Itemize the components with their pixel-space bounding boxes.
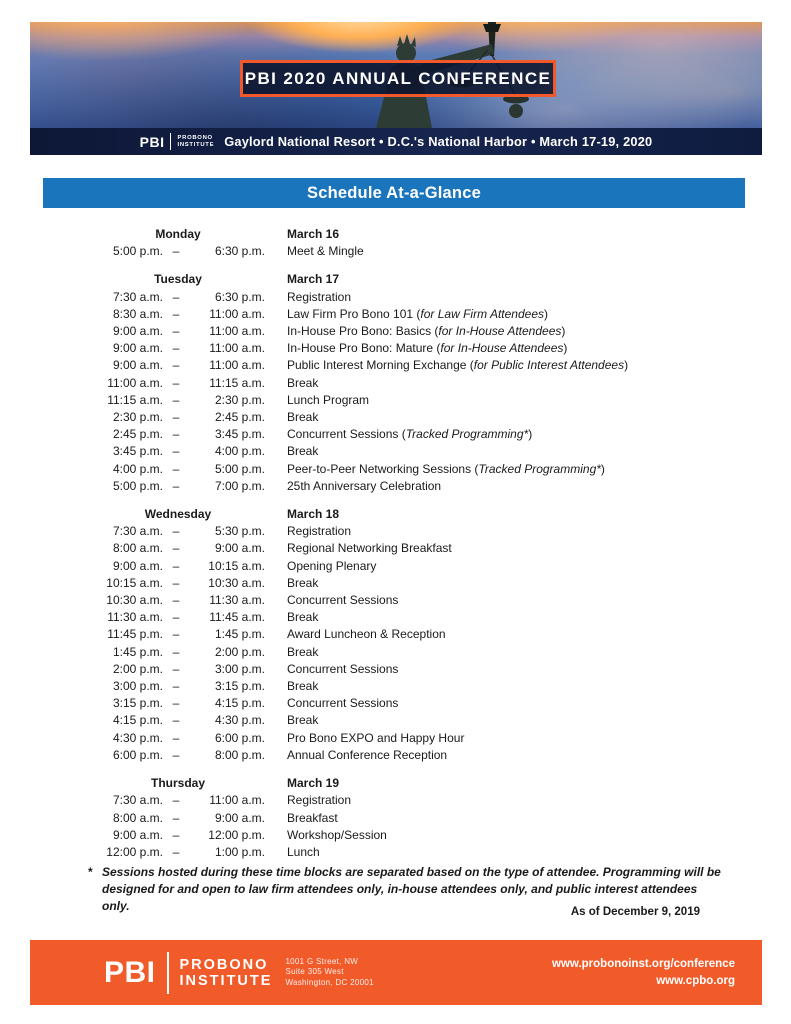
schedule-row bbox=[91, 644, 763, 661]
schedule-row bbox=[91, 678, 763, 695]
time-dash: – bbox=[172, 306, 180, 321]
time-dash: – bbox=[172, 289, 180, 304]
session-title: 25th Anniversary Celebration bbox=[287, 478, 442, 493]
start-time: 8:00 a.m. bbox=[112, 810, 163, 825]
time-dash: – bbox=[172, 644, 180, 659]
end-time: 11:00 a.m. bbox=[209, 358, 265, 373]
pbi-logo-footer bbox=[104, 952, 272, 994]
session-title: Regional Networking Breakfast bbox=[287, 541, 452, 556]
day-block-tuesday bbox=[91, 271, 763, 495]
time-dash: – bbox=[172, 541, 180, 556]
end-time: 6:00 p.m. bbox=[214, 730, 265, 745]
schedule-row bbox=[91, 661, 763, 678]
time-dash: – bbox=[172, 713, 180, 728]
schedule-row bbox=[91, 357, 763, 374]
session-note: Tracked Programming* bbox=[478, 461, 601, 476]
end-time: 11:30 a.m. bbox=[209, 593, 265, 608]
pbi-wordmark-line1: PROBONO bbox=[177, 134, 213, 141]
conference-title-text: PBI 2020 ANNUAL CONFERENCE bbox=[244, 68, 552, 88]
time-dash: – bbox=[172, 375, 180, 390]
start-time: 2:45 p.m. bbox=[112, 427, 163, 442]
end-time: 9:00 a.m. bbox=[214, 810, 265, 825]
session-title: Law Firm Pro Bono 101 (for Law Firm Attendees) bbox=[287, 306, 548, 321]
end-time: 2:00 p.m. bbox=[214, 644, 265, 659]
day-name: Tuesday bbox=[154, 272, 202, 287]
time-dash: – bbox=[172, 627, 180, 642]
time-dash: – bbox=[172, 827, 180, 842]
session-title: Pro Bono EXPO and Happy Hour bbox=[287, 730, 465, 745]
session-note: for In-House Attendees bbox=[440, 341, 564, 356]
footer bbox=[30, 940, 762, 1005]
schedule-row bbox=[91, 243, 763, 260]
time-dash: – bbox=[172, 810, 180, 825]
session-title: Break bbox=[287, 575, 319, 590]
session-title: Break bbox=[287, 644, 319, 659]
start-time: 3:45 p.m. bbox=[112, 444, 163, 459]
session-note: for In-House Attendees bbox=[438, 324, 562, 339]
logo-divider bbox=[170, 133, 171, 150]
footnote-text: Sessions hosted during these time blocks are separated based on the type of attendee. Programming will be designed for and open to law firm attendees only, in-house attendees only, and public interest attendees only. bbox=[102, 865, 721, 913]
session-title: Concurrent Sessions bbox=[287, 593, 399, 608]
time-dash: – bbox=[172, 324, 180, 339]
session-note: for Law Firm Attendees bbox=[420, 306, 544, 321]
start-time: 9:00 a.m. bbox=[112, 358, 163, 373]
end-time: 11:00 a.m. bbox=[209, 793, 265, 808]
conference-title bbox=[240, 60, 556, 97]
start-time: 5:00 p.m. bbox=[112, 478, 163, 493]
start-time: 4:00 p.m. bbox=[112, 461, 163, 476]
time-dash: – bbox=[172, 427, 180, 442]
end-time: 4:00 p.m. bbox=[214, 444, 265, 459]
session-title: Concurrent Sessions bbox=[287, 696, 399, 711]
session-title: Lunch bbox=[287, 844, 320, 859]
session-title: Break bbox=[287, 610, 319, 625]
start-time: 11:45 p.m. bbox=[107, 627, 163, 642]
start-time: 7:30 a.m. bbox=[112, 289, 163, 304]
start-time: 2:00 p.m. bbox=[112, 661, 163, 676]
schedule-row bbox=[91, 375, 763, 392]
start-time: 4:30 p.m. bbox=[112, 730, 163, 745]
start-time: 3:00 p.m. bbox=[112, 679, 163, 694]
end-time: 6:30 p.m. bbox=[214, 289, 265, 304]
day-name: Thursday bbox=[150, 776, 205, 791]
session-title: Concurrent Sessions (Tracked Programming*) bbox=[287, 427, 533, 442]
end-time: 11:45 a.m. bbox=[209, 610, 265, 625]
end-time: 3:45 p.m. bbox=[214, 427, 265, 442]
session-title: Break bbox=[287, 375, 319, 390]
time-dash: – bbox=[172, 524, 180, 539]
address-line: Suite 305 West bbox=[285, 967, 344, 977]
start-time: 3:15 p.m. bbox=[112, 696, 163, 711]
end-time: 11:00 a.m. bbox=[209, 306, 265, 321]
time-dash: – bbox=[172, 392, 180, 407]
schedule-row bbox=[91, 592, 763, 609]
schedule-row bbox=[91, 792, 763, 809]
start-time: 7:30 a.m. bbox=[112, 524, 163, 539]
pbi-wordmark-line1: PROBONO bbox=[179, 956, 269, 973]
time-dash: – bbox=[172, 478, 180, 493]
end-time: 9:00 a.m. bbox=[214, 541, 265, 556]
session-title: Public Interest Morning Exchange (for Public Interest Attendees) bbox=[287, 358, 629, 373]
time-dash: – bbox=[172, 661, 180, 676]
session-title: Break bbox=[287, 713, 319, 728]
session-title: Peer-to-Peer Networking Sessions (Tracked Programming*) bbox=[287, 461, 605, 476]
start-time: 9:00 a.m. bbox=[112, 324, 163, 339]
session-title: Concurrent Sessions bbox=[287, 661, 399, 676]
schedule-row bbox=[91, 575, 763, 592]
session-title: Opening Plenary bbox=[287, 558, 377, 573]
time-dash: – bbox=[172, 593, 180, 608]
venue-bar bbox=[30, 128, 762, 155]
time-dash: – bbox=[172, 558, 180, 573]
start-time: 7:30 a.m. bbox=[112, 793, 163, 808]
as-of-date: As of December 9, 2019 bbox=[570, 906, 700, 918]
time-dash: – bbox=[172, 793, 180, 808]
start-time: 4:15 p.m. bbox=[112, 713, 163, 728]
schedule bbox=[91, 226, 763, 872]
session-title: Lunch Program bbox=[287, 392, 370, 407]
schedule-row bbox=[91, 443, 763, 460]
day-name: Monday bbox=[155, 227, 201, 241]
day-header-row bbox=[91, 271, 763, 288]
start-time: 9:00 a.m. bbox=[112, 558, 163, 573]
end-time: 1:00 p.m. bbox=[214, 844, 265, 859]
schedule-row bbox=[91, 626, 763, 643]
end-time: 12:00 p.m. bbox=[208, 827, 265, 842]
day-block-monday bbox=[91, 226, 763, 260]
schedule-row bbox=[91, 426, 763, 443]
end-time: 4:30 p.m. bbox=[214, 713, 265, 728]
page-title: Schedule At-a-Glance bbox=[307, 183, 481, 202]
address-line: 1001 G Street, NW bbox=[285, 956, 359, 966]
time-dash: – bbox=[172, 575, 180, 590]
day-date: March 18 bbox=[287, 507, 340, 522]
end-time: 2:45 p.m. bbox=[214, 410, 265, 425]
end-time: 5:00 p.m. bbox=[214, 461, 265, 476]
session-title: In-House Pro Bono: Basics (for In-House Attendees) bbox=[287, 324, 566, 339]
end-time: 7:00 p.m. bbox=[214, 478, 265, 493]
session-title: Break bbox=[287, 679, 319, 694]
start-time: 11:15 a.m. bbox=[107, 392, 163, 407]
time-dash: – bbox=[172, 844, 180, 859]
time-dash: – bbox=[172, 610, 180, 625]
schedule-row bbox=[91, 306, 763, 323]
pbi-wordmark-line2: INSTITUTE bbox=[179, 972, 273, 989]
pbi-abbr: PBI bbox=[139, 133, 165, 150]
session-title: Meet & Mingle bbox=[287, 244, 364, 259]
schedule-row bbox=[91, 392, 763, 409]
day-header-row bbox=[91, 226, 763, 243]
schedule-row bbox=[91, 747, 763, 764]
session-title: Award Luncheon & Reception bbox=[287, 627, 446, 642]
conference-banner bbox=[30, 22, 762, 155]
pbi-wordmark-line2: INSTITUTE bbox=[177, 141, 215, 148]
day-block-thursday bbox=[91, 775, 763, 861]
session-title: Workshop/Session bbox=[287, 827, 387, 842]
time-dash: – bbox=[172, 679, 180, 694]
schedule-row bbox=[91, 461, 763, 478]
time-dash: – bbox=[172, 747, 180, 762]
start-time: 10:30 a.m. bbox=[106, 593, 163, 608]
schedule-row bbox=[91, 409, 763, 426]
start-time: 12:00 p.m. bbox=[106, 844, 163, 859]
session-title: Annual Conference Reception bbox=[287, 747, 448, 762]
day-name: Wednesday bbox=[144, 507, 212, 522]
pbi-wordmark bbox=[180, 957, 273, 989]
time-dash: – bbox=[172, 696, 180, 711]
time-dash: – bbox=[172, 410, 180, 425]
time-dash: – bbox=[172, 244, 180, 259]
day-date: March 17 bbox=[287, 272, 340, 287]
start-time: 1:45 p.m. bbox=[112, 644, 163, 659]
session-title: Registration bbox=[287, 524, 352, 539]
start-time: 11:00 a.m. bbox=[107, 375, 163, 390]
day-date: March 16 bbox=[287, 227, 340, 241]
venue-text: Gaylord National Resort • D.C.'s National Harbor • March 17-19, 2020 bbox=[224, 134, 653, 149]
end-time: 3:00 p.m. bbox=[214, 661, 265, 676]
session-note: for Public Interest Attendees bbox=[473, 358, 625, 373]
footer-links bbox=[552, 956, 735, 989]
end-time: 11:15 a.m. bbox=[209, 375, 265, 390]
end-time: 11:00 a.m. bbox=[209, 324, 265, 339]
start-time: 6:00 p.m. bbox=[112, 747, 163, 762]
address-block bbox=[285, 957, 373, 989]
session-title: Registration bbox=[287, 793, 352, 808]
day-date: March 19 bbox=[287, 776, 340, 791]
start-time: 8:30 a.m. bbox=[112, 306, 163, 321]
day-header-row bbox=[91, 506, 763, 523]
end-time: 6:30 p.m. bbox=[214, 244, 265, 259]
schedule-row bbox=[91, 730, 763, 747]
schedule-row bbox=[91, 289, 763, 306]
session-title: Break bbox=[287, 410, 319, 425]
schedule-row bbox=[91, 478, 763, 495]
address-line: Washington, DC 20001 bbox=[285, 977, 374, 987]
schedule-row bbox=[91, 609, 763, 626]
pbi-abbr: PBI bbox=[104, 955, 156, 989]
end-time: 10:15 a.m. bbox=[208, 558, 265, 573]
schedule-row bbox=[91, 340, 763, 357]
end-time: 10:30 a.m. bbox=[208, 575, 265, 590]
cpbo-url-link[interactable]: www.cpbo.org bbox=[656, 974, 735, 987]
start-time: 11:30 a.m. bbox=[107, 610, 163, 625]
day-header-row bbox=[91, 775, 763, 792]
schedule-row bbox=[91, 844, 763, 861]
schedule-title-bar bbox=[43, 178, 745, 208]
start-time: 2:30 p.m. bbox=[112, 410, 163, 425]
session-title: Breakfast bbox=[287, 810, 338, 825]
schedule-row bbox=[91, 523, 763, 540]
time-dash: – bbox=[172, 341, 180, 356]
logo-divider bbox=[167, 952, 169, 994]
footnote-asterisk: * bbox=[88, 865, 93, 879]
time-dash: – bbox=[172, 444, 180, 459]
pbi-logo-small bbox=[140, 133, 215, 150]
start-time: 10:15 a.m. bbox=[106, 575, 163, 590]
schedule-row bbox=[91, 810, 763, 827]
end-time: 8:00 p.m. bbox=[214, 747, 265, 762]
sky-photo bbox=[30, 22, 762, 128]
start-time: 5:00 p.m. bbox=[112, 244, 163, 259]
end-time: 3:15 p.m. bbox=[214, 679, 265, 694]
end-time: 2:30 p.m. bbox=[214, 392, 265, 407]
schedule-row bbox=[91, 558, 763, 575]
pbi-wordmark bbox=[177, 135, 214, 148]
schedule-row bbox=[91, 540, 763, 557]
time-dash: – bbox=[172, 358, 180, 373]
end-time: 1:45 p.m. bbox=[214, 627, 265, 642]
schedule-row bbox=[91, 712, 763, 729]
end-time: 4:15 p.m. bbox=[214, 696, 265, 711]
time-dash: – bbox=[172, 461, 180, 476]
start-time: 8:00 a.m. bbox=[112, 541, 163, 556]
session-note: Tracked Programming* bbox=[405, 427, 529, 442]
day-block-wednesday bbox=[91, 506, 763, 764]
conference-url-link[interactable]: www.probonoinst.org/conference bbox=[552, 958, 735, 970]
session-title: Break bbox=[287, 444, 319, 459]
schedule-row bbox=[91, 827, 763, 844]
end-time: 5:30 p.m. bbox=[214, 524, 265, 539]
session-title: Registration bbox=[287, 289, 352, 304]
start-time: 9:00 a.m. bbox=[112, 827, 163, 842]
session-title: In-House Pro Bono: Mature (for In-House Attendees) bbox=[287, 341, 568, 356]
end-time: 11:00 a.m. bbox=[209, 341, 265, 356]
schedule-row bbox=[91, 695, 763, 712]
start-time: 9:00 a.m. bbox=[112, 341, 163, 356]
time-dash: – bbox=[172, 730, 180, 745]
schedule-row bbox=[91, 323, 763, 340]
